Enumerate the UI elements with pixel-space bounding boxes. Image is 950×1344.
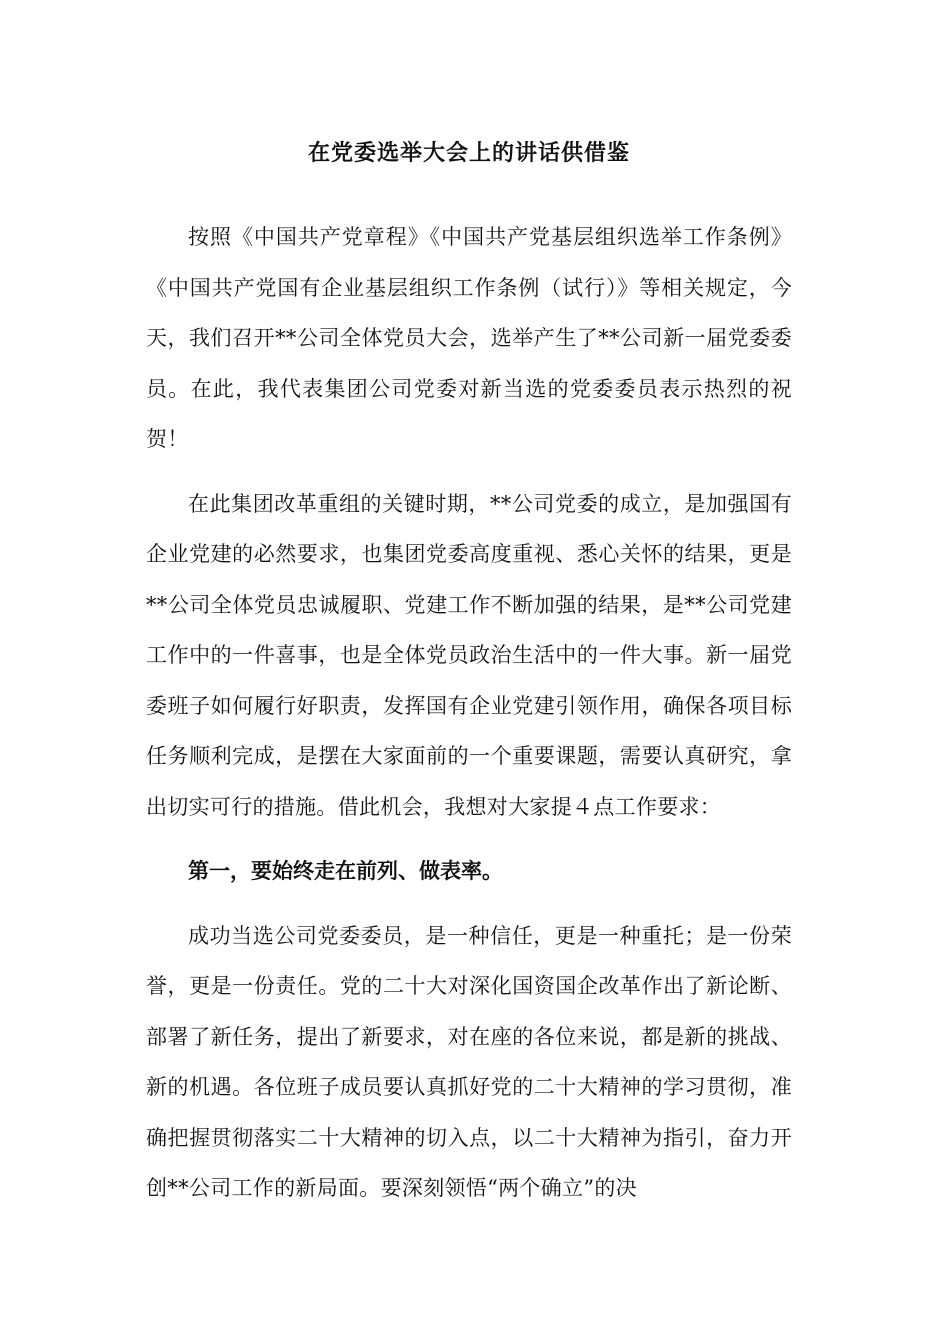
paragraph-context: 在此集团改革重组的关键时期，**公司党委的成立，是加强国有企业党建的必然要求，也集团党委高度重视、悉心关怀的结果，更是**公司全体党员忠诚履职、党建工作不断加强的结果，是**公司党建工作中的一件喜事，也是全体党员政治生活中的一件大事。新一届党委班子如何履行好职责，发挥国有企业党建引领作用，确保各项目标任务顺利完成，是摆在大家面前的一个重要课题，需要认真研究，拿出切实可行的措施。借此机会，我想对大家提４点工作要求： (146, 491, 792, 819)
paragraph-section-first: 成功当选公司党委委员，是一种信任，更是一种重托；是一份荣誉，更是一份责任。党的二十大对深化国资国企改革作出了新论断、部署了新任务，提出了新要求，对在座的各位来说，都是新的挑战、新的机遇。各位班子成员要认真抓好党的二十大精神的学习贯彻，准确把握贯彻落实二十大精神的切入点，以二十大精神为指引，奋力开创**公司工作的新局面。要深刻领悟“两个确立”的决 (146, 923, 792, 1200)
section-heading-first: 第一，要始终走在前列、做表率。 (188, 858, 503, 883)
document-title: 在党委选举大会上的讲话供借鉴 (307, 140, 630, 166)
paragraph-intro: 按照《中国共产党章程》《中国共产党基层组织选举工作条例》《中国共产党国有企业基层组织工作条例（试行）》等相关规定，今天，我们召开**公司全体党员大会，选举产生了**公司新一届党委委员。在此，我代表集团公司党委对新当选的党委委员表示热烈的祝贺！ (146, 225, 792, 451)
